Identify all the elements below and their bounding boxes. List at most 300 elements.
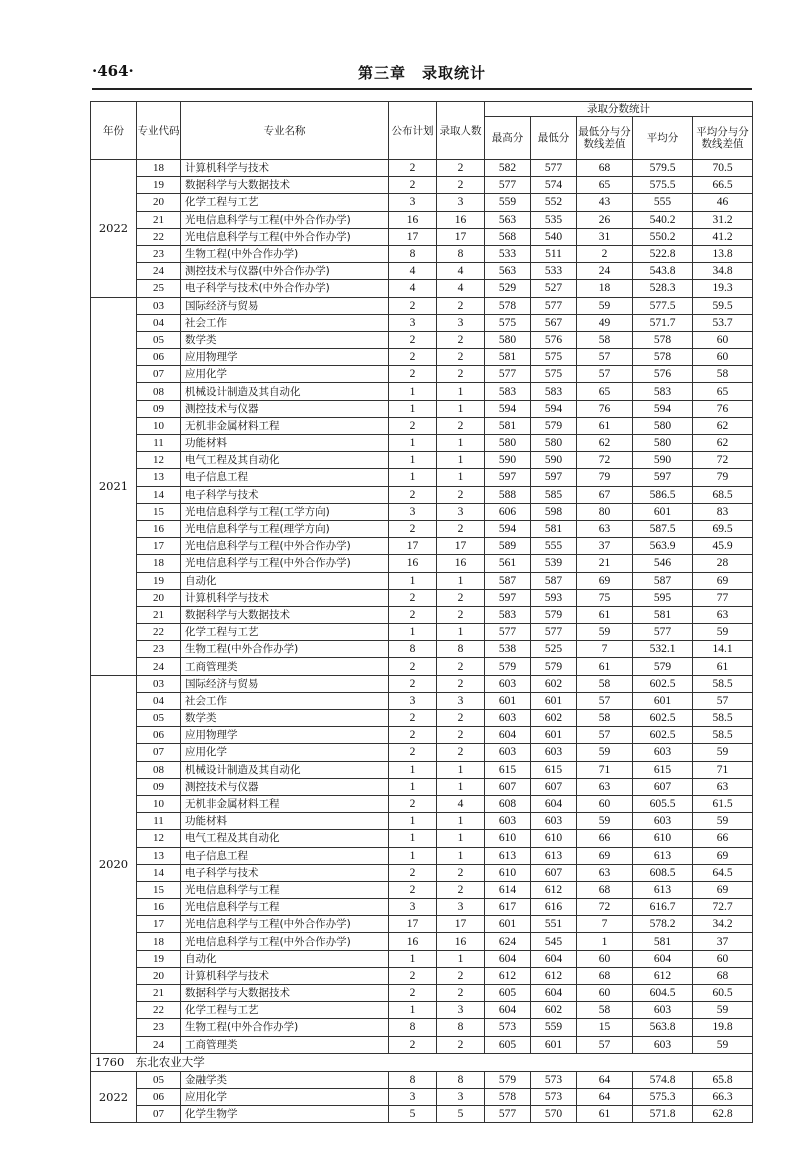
cell-avg: 595 [633, 589, 693, 606]
cell-avg-diff: 59 [693, 813, 753, 830]
cell-avg-diff: 68 [693, 967, 753, 984]
cell-min-diff: 24 [577, 263, 633, 280]
cell-admitted: 2 [437, 606, 485, 623]
cell-major: 工商管理类 [181, 658, 389, 675]
cell-major: 社会工作 [181, 314, 389, 331]
cell-min: 601 [531, 692, 577, 709]
cell-min-diff: 57 [577, 692, 633, 709]
cell-plan: 2 [389, 486, 437, 503]
cell-avg: 576 [633, 366, 693, 383]
cell-admitted: 1 [437, 778, 485, 795]
cell-min: 593 [531, 589, 577, 606]
cell-avg: 603 [633, 1036, 693, 1053]
header-max: 最高分 [485, 117, 531, 160]
cell-avg-diff: 62.8 [693, 1106, 753, 1123]
cell-avg-diff: 64.5 [693, 864, 753, 881]
cell-min: 579 [531, 658, 577, 675]
cell-code: 04 [137, 314, 181, 331]
cell-min-diff: 7 [577, 916, 633, 933]
cell-min: 575 [531, 366, 577, 383]
cell-min-diff: 61 [577, 606, 633, 623]
cell-plan: 2 [389, 349, 437, 366]
cell-avg: 550.2 [633, 228, 693, 245]
cell-code: 10 [137, 795, 181, 812]
cell-min: 597 [531, 469, 577, 486]
cell-admitted: 3 [437, 194, 485, 211]
cell-avg-diff: 59 [693, 624, 753, 641]
cell-plan: 2 [389, 985, 437, 1002]
cell-max: 533 [485, 245, 531, 262]
cell-plan: 1 [389, 1002, 437, 1019]
cell-max: 590 [485, 452, 531, 469]
cell-min: 540 [531, 228, 577, 245]
cell-admitted: 5 [437, 1106, 485, 1123]
cell-avg-diff: 58.5 [693, 710, 753, 727]
cell-avg: 602.5 [633, 675, 693, 692]
cell-avg: 613 [633, 847, 693, 864]
cell-max: 604 [485, 950, 531, 967]
cell-avg: 594 [633, 400, 693, 417]
cell-avg-diff: 72 [693, 452, 753, 469]
cell-avg: 613 [633, 881, 693, 898]
cell-code: 08 [137, 383, 181, 400]
cell-min-diff: 80 [577, 503, 633, 520]
cell-avg: 603 [633, 744, 693, 761]
cell-code: 12 [137, 830, 181, 847]
cell-plan: 3 [389, 194, 437, 211]
cell-min-diff: 26 [577, 211, 633, 228]
page-number: ·464· [92, 62, 134, 80]
cell-code: 13 [137, 847, 181, 864]
table-row [91, 400, 753, 417]
cell-max: 603 [485, 675, 531, 692]
admission-score-table [90, 101, 753, 1123]
cell-min: 545 [531, 933, 577, 950]
cell-avg: 581 [633, 606, 693, 623]
cell-admitted: 2 [437, 349, 485, 366]
cell-major: 化学生物学 [181, 1106, 389, 1123]
cell-max: 617 [485, 899, 531, 916]
table-row [91, 1019, 753, 1036]
cell-min: 567 [531, 314, 577, 331]
cell-major: 光电信息科学与工程(中外合作办学) [181, 916, 389, 933]
header-plan: 公布计划 [389, 102, 437, 160]
cell-avg: 581 [633, 933, 693, 950]
cell-plan: 1 [389, 624, 437, 641]
cell-admitted: 2 [437, 331, 485, 348]
cell-avg: 602.5 [633, 710, 693, 727]
cell-avg: 579.5 [633, 160, 693, 177]
cell-min-diff: 59 [577, 744, 633, 761]
cell-admitted: 2 [437, 727, 485, 744]
cell-avg-diff: 19.3 [693, 280, 753, 297]
table-row [91, 675, 753, 692]
cell-plan: 1 [389, 830, 437, 847]
cell-major: 应用化学 [181, 744, 389, 761]
cell-code: 24 [137, 658, 181, 675]
cell-admitted: 2 [437, 658, 485, 675]
cell-major: 数据科学与大数据技术 [181, 985, 389, 1002]
cell-min: 574 [531, 177, 577, 194]
cell-plan: 1 [389, 761, 437, 778]
cell-major: 机械设计制造及其自动化 [181, 761, 389, 778]
table-row [91, 280, 753, 297]
cell-major: 生物工程(中外合作办学) [181, 1019, 389, 1036]
cell-plan: 1 [389, 847, 437, 864]
cell-min-diff: 37 [577, 538, 633, 555]
cell-avg-diff: 46 [693, 194, 753, 211]
cell-code: 24 [137, 263, 181, 280]
cell-max: 583 [485, 606, 531, 623]
cell-plan: 16 [389, 211, 437, 228]
cell-min: 573 [531, 1071, 577, 1088]
cell-min-diff: 58 [577, 1002, 633, 1019]
cell-avg: 608.5 [633, 864, 693, 881]
cell-code: 16 [137, 520, 181, 537]
cell-min-diff: 57 [577, 366, 633, 383]
cell-major: 应用物理学 [181, 349, 389, 366]
cell-avg: 603 [633, 1002, 693, 1019]
cell-major: 光电信息科学与工程 [181, 881, 389, 898]
cell-min: 607 [531, 864, 577, 881]
cell-min: 575 [531, 349, 577, 366]
cell-min: 601 [531, 1036, 577, 1053]
cell-major: 测控技术与仪器 [181, 400, 389, 417]
cell-min: 570 [531, 1106, 577, 1123]
cell-max: 581 [485, 417, 531, 434]
cell-code: 10 [137, 417, 181, 434]
cell-major: 电气工程及其自动化 [181, 830, 389, 847]
cell-plan: 3 [389, 899, 437, 916]
cell-avg-diff: 71 [693, 761, 753, 778]
cell-max: 589 [485, 538, 531, 555]
cell-admitted: 3 [437, 692, 485, 709]
cell-min: 577 [531, 297, 577, 314]
cell-min: 581 [531, 520, 577, 537]
cell-code: 17 [137, 538, 181, 555]
cell-avg-diff: 60 [693, 950, 753, 967]
cell-avg-diff: 28 [693, 555, 753, 572]
cell-max: 579 [485, 1071, 531, 1088]
cell-min-diff: 63 [577, 864, 633, 881]
cell-major: 光电信息科学与工程(理学方向) [181, 520, 389, 537]
cell-plan: 1 [389, 572, 437, 589]
cell-admitted: 1 [437, 435, 485, 452]
cell-min-diff: 60 [577, 795, 633, 812]
cell-plan: 17 [389, 228, 437, 245]
year-cell: 2021 [91, 297, 137, 675]
cell-min-diff: 60 [577, 985, 633, 1002]
cell-min: 604 [531, 985, 577, 1002]
cell-avg: 571.7 [633, 314, 693, 331]
cell-max: 605 [485, 985, 531, 1002]
cell-min-diff: 76 [577, 400, 633, 417]
cell-max: 610 [485, 864, 531, 881]
cell-max: 603 [485, 813, 531, 830]
table-row [91, 349, 753, 366]
cell-admitted: 3 [437, 503, 485, 520]
cell-code: 15 [137, 503, 181, 520]
cell-admitted: 2 [437, 177, 485, 194]
cell-admitted: 2 [437, 864, 485, 881]
cell-min: 612 [531, 881, 577, 898]
cell-max: 575 [485, 314, 531, 331]
cell-code: 21 [137, 985, 181, 1002]
cell-major: 数据科学与大数据技术 [181, 606, 389, 623]
cell-code: 11 [137, 813, 181, 830]
cell-avg: 616.7 [633, 899, 693, 916]
cell-min-diff: 72 [577, 899, 633, 916]
cell-code: 19 [137, 572, 181, 589]
cell-code: 08 [137, 761, 181, 778]
cell-min-diff: 71 [577, 761, 633, 778]
cell-avg-diff: 63 [693, 778, 753, 795]
cell-avg: 522.8 [633, 245, 693, 262]
cell-major: 功能材料 [181, 813, 389, 830]
cell-code: 06 [137, 349, 181, 366]
cell-admitted: 2 [437, 967, 485, 984]
table-row [91, 1071, 753, 1088]
cell-avg-diff: 45.9 [693, 538, 753, 555]
cell-min-diff: 57 [577, 727, 633, 744]
cell-avg: 580 [633, 435, 693, 452]
cell-avg: 587.5 [633, 520, 693, 537]
cell-major: 光电信息科学与工程(中外合作办学) [181, 228, 389, 245]
cell-avg-diff: 14.1 [693, 641, 753, 658]
cell-plan: 8 [389, 1071, 437, 1088]
header-score-group: 录取分数统计 [485, 102, 753, 117]
cell-min-diff: 65 [577, 177, 633, 194]
cell-plan: 17 [389, 538, 437, 555]
cell-avg: 587 [633, 572, 693, 589]
table-row [91, 813, 753, 830]
cell-major: 光电信息科学与工程(中外合作办学) [181, 211, 389, 228]
table-row [91, 1036, 753, 1053]
cell-max: 597 [485, 589, 531, 606]
cell-major: 光电信息科学与工程 [181, 899, 389, 916]
cell-min: 603 [531, 744, 577, 761]
header-code: 专业代码 [137, 102, 181, 160]
cell-admitted: 17 [437, 916, 485, 933]
cell-avg-diff: 61.5 [693, 795, 753, 812]
table-row [91, 847, 753, 864]
cell-major: 无机非金属材料工程 [181, 417, 389, 434]
cell-code: 16 [137, 899, 181, 916]
cell-admitted: 3 [437, 1002, 485, 1019]
cell-avg-diff: 68.5 [693, 486, 753, 503]
cell-min-diff: 64 [577, 1088, 633, 1105]
cell-major: 生物工程(中外合作办学) [181, 245, 389, 262]
table-row [91, 160, 753, 177]
cell-min: 602 [531, 675, 577, 692]
cell-min: 610 [531, 830, 577, 847]
header-min: 最低分 [531, 117, 577, 160]
cell-major: 化学工程与工艺 [181, 624, 389, 641]
cell-max: 581 [485, 349, 531, 366]
cell-min-diff: 67 [577, 486, 633, 503]
table-row [91, 211, 753, 228]
cell-major: 光电信息科学与工程(中外合作办学) [181, 555, 389, 572]
cell-min-diff: 79 [577, 469, 633, 486]
cell-plan: 4 [389, 280, 437, 297]
table-row [91, 538, 753, 555]
school-title: 1760 东北农业大学 [91, 1053, 753, 1071]
cell-min: 585 [531, 486, 577, 503]
cell-avg: 610 [633, 830, 693, 847]
cell-plan: 3 [389, 1088, 437, 1105]
cell-avg: 604.5 [633, 985, 693, 1002]
cell-admitted: 1 [437, 761, 485, 778]
cell-min-diff: 69 [577, 847, 633, 864]
cell-plan: 1 [389, 400, 437, 417]
cell-code: 20 [137, 194, 181, 211]
cell-max: 580 [485, 331, 531, 348]
cell-min-diff: 57 [577, 349, 633, 366]
cell-min-diff: 59 [577, 297, 633, 314]
cell-min-diff: 72 [577, 452, 633, 469]
cell-min-diff: 63 [577, 520, 633, 537]
cell-code: 06 [137, 727, 181, 744]
cell-avg: 605.5 [633, 795, 693, 812]
cell-plan: 2 [389, 589, 437, 606]
cell-code: 22 [137, 1002, 181, 1019]
cell-code: 03 [137, 675, 181, 692]
table-row [91, 830, 753, 847]
cell-code: 23 [137, 1019, 181, 1036]
cell-major: 无机非金属材料工程 [181, 795, 389, 812]
cell-max: 577 [485, 366, 531, 383]
cell-avg-diff: 57 [693, 692, 753, 709]
cell-avg-diff: 66 [693, 830, 753, 847]
cell-plan: 2 [389, 795, 437, 812]
cell-min-diff: 68 [577, 881, 633, 898]
cell-avg-diff: 69 [693, 572, 753, 589]
cell-admitted: 16 [437, 211, 485, 228]
table-row [91, 417, 753, 434]
cell-min: 576 [531, 331, 577, 348]
cell-plan: 16 [389, 555, 437, 572]
cell-avg-diff: 69 [693, 847, 753, 864]
page-header [92, 58, 752, 90]
cell-avg-diff: 59 [693, 744, 753, 761]
cell-code: 21 [137, 211, 181, 228]
header-avg-diff: 平均分与分数线差值 [693, 117, 753, 160]
cell-avg-diff: 19.8 [693, 1019, 753, 1036]
table-row [91, 331, 753, 348]
cell-major: 功能材料 [181, 435, 389, 452]
cell-max: 594 [485, 400, 531, 417]
cell-avg-diff: 37 [693, 933, 753, 950]
cell-admitted: 8 [437, 1019, 485, 1036]
cell-admitted: 2 [437, 1036, 485, 1053]
cell-avg: 578 [633, 331, 693, 348]
cell-min-diff: 59 [577, 813, 633, 830]
cell-avg: 532.1 [633, 641, 693, 658]
cell-plan: 16 [389, 933, 437, 950]
cell-min-diff: 60 [577, 950, 633, 967]
cell-avg: 604 [633, 950, 693, 967]
cell-plan: 2 [389, 606, 437, 623]
cell-min-diff: 61 [577, 417, 633, 434]
cell-plan: 2 [389, 967, 437, 984]
cell-code: 15 [137, 881, 181, 898]
cell-code: 07 [137, 366, 181, 383]
cell-major: 光电信息科学与工程(中外合作办学) [181, 538, 389, 555]
table-row [91, 606, 753, 623]
table-row [91, 795, 753, 812]
cell-avg-diff: 41.2 [693, 228, 753, 245]
cell-major: 计算机科学与技术 [181, 589, 389, 606]
header-year: 年份 [91, 102, 137, 160]
cell-max: 603 [485, 710, 531, 727]
table-row [91, 520, 753, 537]
cell-major: 计算机科学与技术 [181, 160, 389, 177]
cell-major: 电子科学与技术 [181, 486, 389, 503]
cell-min: 551 [531, 916, 577, 933]
cell-plan: 1 [389, 435, 437, 452]
cell-max: 603 [485, 744, 531, 761]
cell-major: 数学类 [181, 710, 389, 727]
table-row [91, 950, 753, 967]
cell-max: 615 [485, 761, 531, 778]
cell-avg: 575.3 [633, 1088, 693, 1105]
cell-code: 25 [137, 280, 181, 297]
cell-major: 测控技术与仪器(中外合作办学) [181, 263, 389, 280]
year-cell: 2022 [91, 160, 137, 298]
cell-min: 552 [531, 194, 577, 211]
cell-min: 580 [531, 435, 577, 452]
cell-code: 19 [137, 950, 181, 967]
cell-min-diff: 58 [577, 331, 633, 348]
cell-plan: 2 [389, 331, 437, 348]
cell-plan: 8 [389, 245, 437, 262]
cell-avg-diff: 77 [693, 589, 753, 606]
cell-admitted: 1 [437, 572, 485, 589]
table-row [91, 452, 753, 469]
table-row [91, 194, 753, 211]
cell-admitted: 1 [437, 383, 485, 400]
table-row [91, 692, 753, 709]
cell-avg: 607 [633, 778, 693, 795]
table-row [91, 503, 753, 520]
cell-min-diff: 43 [577, 194, 633, 211]
cell-max: 561 [485, 555, 531, 572]
cell-code: 22 [137, 624, 181, 641]
cell-avg-diff: 66.5 [693, 177, 753, 194]
cell-max: 587 [485, 572, 531, 589]
table-row [91, 366, 753, 383]
cell-avg: 563.8 [633, 1019, 693, 1036]
cell-min: 559 [531, 1019, 577, 1036]
cell-plan: 17 [389, 916, 437, 933]
cell-avg-diff: 79 [693, 469, 753, 486]
cell-admitted: 2 [437, 366, 485, 383]
cell-admitted: 8 [437, 1071, 485, 1088]
cell-plan: 8 [389, 641, 437, 658]
table-row [91, 864, 753, 881]
cell-admitted: 1 [437, 624, 485, 641]
cell-min-diff: 7 [577, 641, 633, 658]
cell-plan: 5 [389, 1106, 437, 1123]
cell-admitted: 2 [437, 589, 485, 606]
cell-code: 09 [137, 400, 181, 417]
cell-avg-diff: 58.5 [693, 727, 753, 744]
cell-max: 578 [485, 297, 531, 314]
cell-max: 563 [485, 211, 531, 228]
cell-major: 机械设计制造及其自动化 [181, 383, 389, 400]
cell-avg-diff: 70.5 [693, 160, 753, 177]
cell-avg: 577.5 [633, 297, 693, 314]
